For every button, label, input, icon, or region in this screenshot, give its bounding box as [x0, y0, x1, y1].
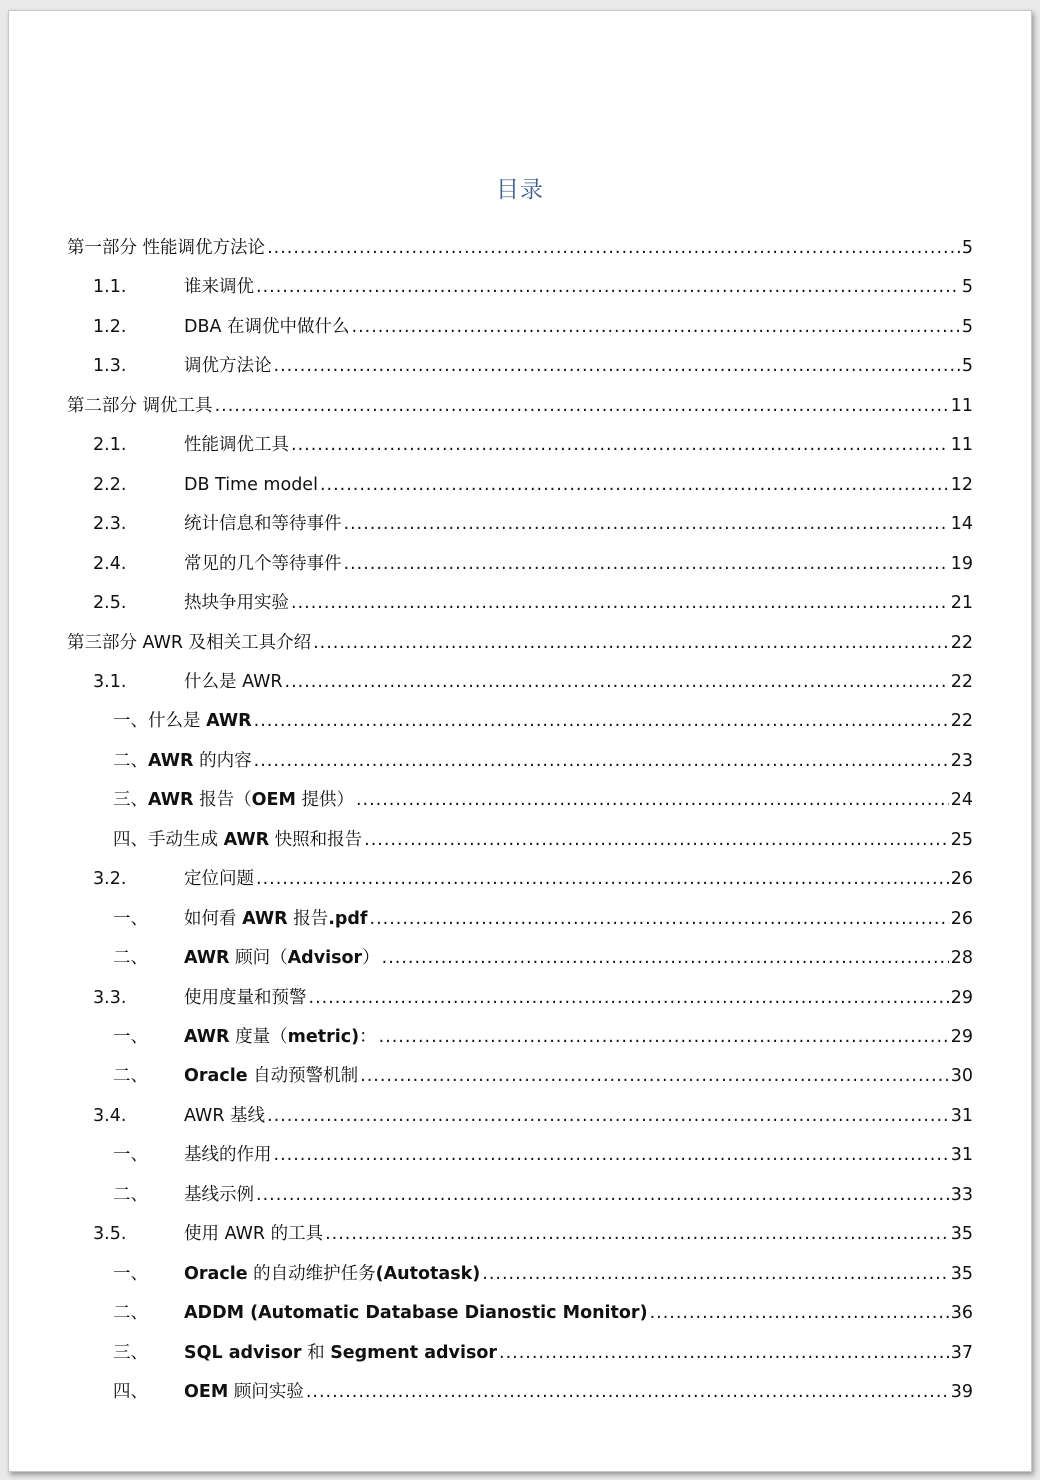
toc-entry-page: 5	[961, 277, 973, 298]
toc-leader-dots	[285, 671, 949, 693]
toc-entry-page: 25	[950, 829, 973, 850]
toc-entry-number: 四、	[113, 1382, 148, 1403]
toc-entry-page: 29	[950, 1027, 973, 1047]
toc-entry[interactable]	[67, 943, 973, 969]
toc-entry-number: 二、	[113, 1184, 148, 1205]
toc-entry-label: AWR 的内容	[148, 750, 252, 771]
toc-entry-number: 一、	[113, 1027, 148, 1047]
toc-entry[interactable]	[67, 588, 973, 614]
toc-leader-dots	[320, 474, 949, 496]
toc-entry[interactable]	[67, 1061, 973, 1087]
toc-entry-number: 1.2.	[93, 316, 127, 337]
toc-entry[interactable]	[67, 746, 973, 772]
toc-entry-page: 11	[950, 395, 973, 416]
toc-entry-page: 31	[950, 1145, 973, 1166]
toc-entry-number: 1.1.	[93, 277, 127, 298]
toc-entry-page: 5	[961, 238, 973, 258]
toc-leader-dots	[306, 1381, 949, 1403]
toc-entry-page: 22	[950, 632, 973, 653]
toc-entry-number: 3.3.	[93, 987, 127, 1008]
toc-entry[interactable]	[67, 1180, 973, 1206]
toc-entry-page: 11	[950, 435, 973, 456]
toc-entry[interactable]	[67, 864, 973, 890]
toc-entry-label: 手动生成 AWR 快照和报告	[148, 829, 363, 850]
toc-entry[interactable]	[67, 904, 973, 930]
toc-entry-page: 24	[950, 790, 973, 811]
toc-entry[interactable]	[67, 1259, 973, 1285]
toc-entry-label: ADDM (Automatic Database Dianostic Monitor)	[184, 1303, 648, 1324]
toc-entry-number: 2.3.	[93, 514, 127, 535]
toc-leader-dots	[267, 1105, 949, 1127]
toc-leader-dots	[254, 710, 949, 732]
toc-entry-number: 2.5.	[93, 593, 127, 614]
toc-entry-label: 什么是 AWR	[148, 711, 252, 732]
toc-entry-label: DB Time model	[184, 474, 318, 495]
toc-entry-number: 2.4.	[93, 553, 127, 574]
toc-entry-page: 26	[950, 869, 973, 890]
toc-entry-label: 什么是 AWR	[184, 671, 283, 692]
toc-entry-page: 39	[950, 1382, 973, 1403]
toc-entry[interactable]	[67, 1338, 973, 1364]
toc-leader-dots	[364, 829, 949, 851]
document-page	[8, 10, 1032, 1472]
toc-entry-label: 性能调优工具	[184, 435, 289, 456]
toc-entry-page: 21	[950, 593, 973, 614]
toc-entry[interactable]	[67, 549, 973, 575]
toc-leader-dots	[291, 592, 949, 614]
toc-entry[interactable]	[67, 509, 973, 535]
toc-entry-number: 3.4.	[93, 1105, 127, 1126]
toc-leader-dots	[344, 553, 949, 575]
toc-entry-page: 5	[961, 356, 973, 377]
toc-entry-label: 统计信息和等待事件	[184, 514, 342, 535]
toc-entry-page: 31	[950, 1105, 973, 1126]
toc-entry[interactable]	[67, 351, 973, 377]
toc-entry-page: 22	[950, 671, 973, 692]
toc-entry-page: 28	[950, 948, 973, 969]
toc-leader-dots	[215, 395, 949, 417]
toc-leader-dots	[291, 434, 949, 456]
toc-leader-dots	[267, 237, 960, 259]
toc-entry-label: SQL advisor 和 Segment advisor	[184, 1342, 498, 1363]
toc-entry[interactable]	[67, 1022, 973, 1048]
toc-leader-dots	[256, 1184, 949, 1206]
toc-entry-page: 33	[950, 1184, 973, 1205]
toc-entry-page: 22	[950, 711, 973, 732]
toc-entry-label: 谁来调优	[184, 277, 254, 298]
toc-entry-number: 一、	[113, 908, 148, 929]
toc-entry[interactable]	[67, 1101, 973, 1127]
toc-entry-label: 热块争用实验	[184, 593, 289, 614]
toc-entry-label: Oracle 自动预警机制	[184, 1066, 359, 1087]
toc-entry-page: 19	[950, 553, 973, 574]
toc-entry-page: 26	[950, 908, 973, 929]
toc-entry[interactable]	[67, 391, 973, 417]
toc-leader-dots	[379, 1026, 949, 1048]
toc-title: 目录	[496, 177, 544, 203]
toc-leader-dots	[313, 632, 949, 654]
toc-leader-dots	[482, 1263, 948, 1285]
toc-entry-label: 定位问题	[184, 869, 254, 890]
toc-entry-label: DBA 在调优中做什么	[184, 316, 350, 337]
toc-entry-label: 第三部分 AWR 及相关工具介绍	[67, 632, 312, 653]
toc-leader-dots	[325, 1223, 949, 1245]
toc-entry[interactable]	[67, 312, 973, 338]
toc-entry[interactable]	[67, 1140, 973, 1166]
toc-entry-label: 第二部分 调优工具	[67, 395, 213, 416]
toc-entry-label: AWR 顾问（Advisor）	[184, 948, 380, 969]
toc-entry[interactable]	[67, 825, 973, 851]
toc-entry-label: 使用 AWR 的工具	[184, 1224, 324, 1245]
toc-entry-number: 3.5.	[93, 1224, 127, 1245]
toc-entry-number: 三、	[113, 1342, 148, 1363]
toc-entry[interactable]	[67, 233, 973, 259]
toc-leader-dots	[256, 868, 949, 890]
toc-entry-number: 二、	[113, 750, 148, 771]
toc-entry-label: 使用度量和预警	[184, 987, 307, 1008]
toc-entry-number: 三、	[113, 790, 148, 811]
toc-entry-label: 基线示例	[184, 1184, 254, 1205]
toc-entry-number: 四、	[113, 829, 148, 850]
toc-entry-page: 5	[961, 316, 973, 337]
toc-entry-number: 二、	[113, 948, 148, 969]
toc-entry-label: AWR 基线	[184, 1105, 266, 1126]
toc-entry-page: 35	[950, 1224, 973, 1245]
toc-entry-number: 一、	[113, 711, 148, 732]
toc-entry[interactable]	[67, 1377, 973, 1403]
toc-leader-dots	[370, 908, 949, 930]
toc-entry-page: 37	[950, 1342, 973, 1363]
toc-entry[interactable]	[67, 470, 973, 496]
toc-entry[interactable]	[67, 430, 973, 456]
toc-leader-dots	[309, 987, 949, 1009]
toc-entry[interactable]	[67, 983, 973, 1009]
toc-entry[interactable]	[67, 667, 973, 693]
toc-entry-number: 二、	[113, 1303, 148, 1324]
toc-entry-page: 12	[950, 474, 973, 495]
toc-entry[interactable]	[67, 706, 973, 732]
toc-entry-number: 2.2.	[93, 474, 127, 495]
toc-entry-page: 35	[950, 1263, 973, 1284]
toc-leader-dots	[256, 276, 960, 298]
toc-entry[interactable]	[67, 272, 973, 298]
toc-entry-page: 36	[950, 1303, 973, 1324]
toc-entry-number: 1.3.	[93, 356, 127, 377]
toc-entry-number: 3.1.	[93, 671, 127, 692]
toc-leader-dots	[344, 513, 949, 535]
toc-entry-page: 14	[950, 514, 973, 535]
toc-entry-label: 常见的几个等待事件	[184, 553, 342, 574]
toc-entry-number: 一、	[113, 1145, 148, 1166]
toc-entry-page: 30	[950, 1066, 973, 1087]
toc-entry[interactable]	[67, 628, 973, 654]
toc-leader-dots	[499, 1342, 949, 1364]
toc-entry-label: 第一部分 性能调优方法论	[67, 238, 266, 258]
toc-entry-label: AWR 度量（metric)：	[184, 1027, 377, 1047]
toc-entry-label: 调优方法论	[184, 356, 272, 377]
toc-entry-number: 3.2.	[93, 869, 127, 890]
toc-entry[interactable]	[67, 1298, 973, 1324]
toc-entry-number: 一、	[113, 1263, 148, 1284]
toc-entry-number: 2.1.	[93, 435, 127, 456]
toc-leader-dots	[352, 316, 960, 338]
toc-entry-label: 基线的作用	[184, 1145, 272, 1166]
toc-leader-dots	[274, 1144, 949, 1166]
toc-entry-number: 二、	[113, 1066, 148, 1087]
toc-entry-label: Oracle 的自动维护任务(Autotask)	[184, 1263, 481, 1284]
toc-leader-dots	[650, 1302, 949, 1324]
toc-entry-label: 如何看 AWR 报告.pdf	[184, 908, 368, 929]
toc-leader-dots	[254, 750, 949, 772]
toc-entry-page: 23	[950, 750, 973, 771]
toc-entry-page: 29	[950, 987, 973, 1008]
toc-leader-dots	[274, 355, 960, 377]
toc-entry-label: OEM 顾问实验	[184, 1382, 304, 1403]
toc-leader-dots	[382, 947, 949, 969]
toc-entry[interactable]	[67, 1219, 973, 1245]
toc-entry-label: AWR 报告（OEM 提供）	[148, 790, 354, 811]
toc-leader-dots	[356, 789, 949, 811]
toc-leader-dots	[360, 1065, 949, 1087]
toc-entry[interactable]	[67, 785, 973, 811]
